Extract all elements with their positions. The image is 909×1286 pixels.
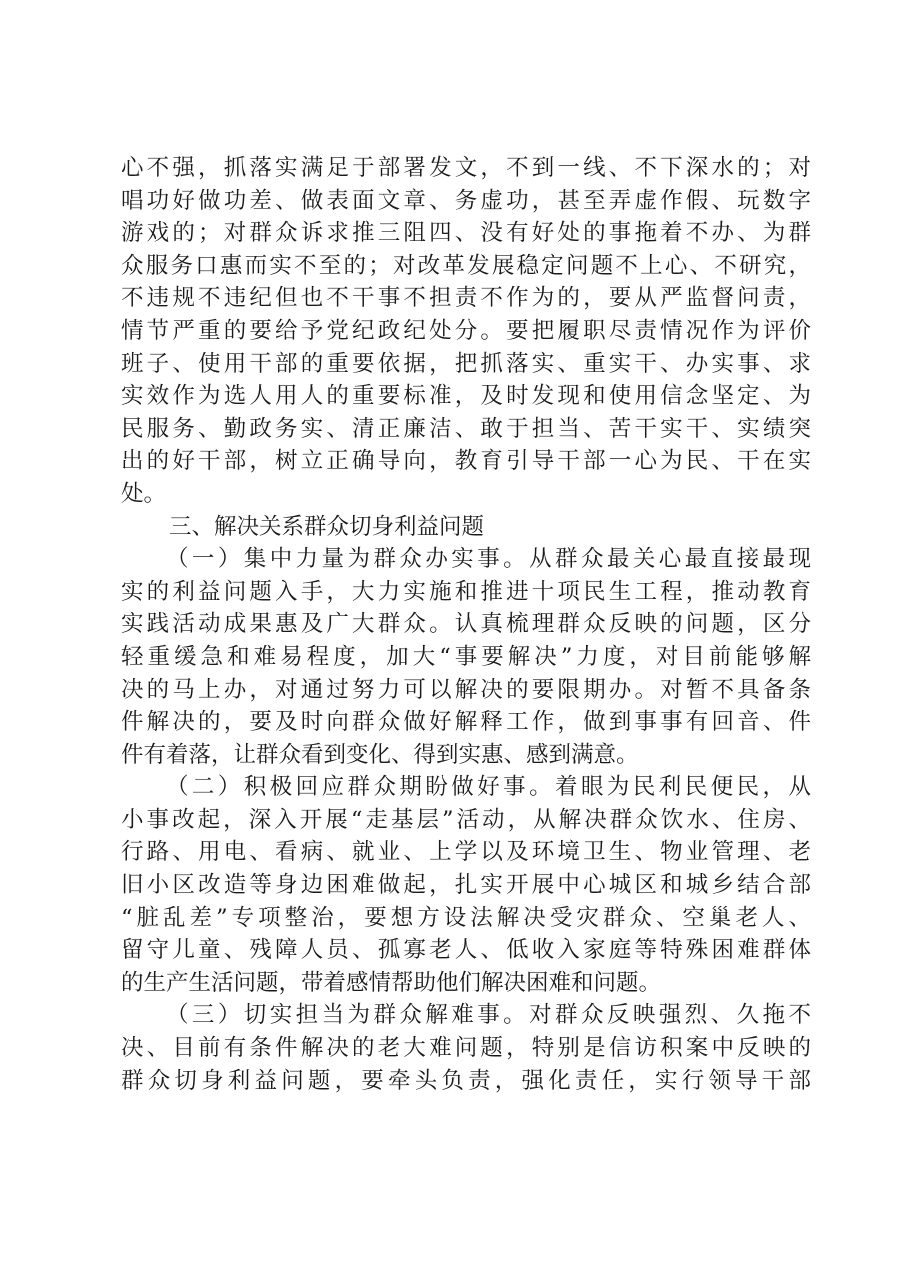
text-line: 件解决的，要及时向群众做好解释工作，做到事事有回音、件	[121, 709, 811, 736]
text-line: 民服务、勤政务实、清正廉洁、敢于担当、苦干实干、实绩突	[121, 415, 811, 442]
document-page	[121, 152, 811, 1097]
text-line: 游戏的；对群众诉求推三阻四、没有好处的事拖着不办、为群	[121, 220, 811, 247]
section-heading: 三、解决关系群众切身利益问题	[169, 513, 485, 540]
text-line: 小事改起，深入开展“走基层”活动，从解决群众饮水、住房、	[121, 806, 811, 833]
text-line: 实的利益问题入手，大力实施和推进十项民生工程，推动教育	[121, 578, 811, 605]
text-line: 留守儿童、残障人员、孤寡老人、低收入家庭等特殊困难群体	[121, 937, 811, 964]
paragraph-item-2	[121, 771, 811, 999]
text-line: 出的好干部，树立正确导向，教育引导干部一心为民、干在实	[121, 448, 811, 475]
paragraph-item-3	[121, 999, 811, 1097]
paragraph-continued	[121, 152, 811, 511]
text-line: （三）切实担当为群众解难事。对群众反映强烈、久拖不	[166, 1002, 811, 1029]
text-line: 件有着落，让群众看到变化、得到实惠、感到满意。	[121, 741, 639, 768]
text-line: 实效作为选人用人的重要标准，及时发现和使用信念坚定、为	[121, 383, 811, 410]
text-line: 情节严重的要给予党纪政纪处分。要把履职尽责情况作为评价	[121, 317, 811, 344]
text-line: 心不强，抓落实满足于部署发文，不到一线、不下深水的；对	[121, 155, 811, 181]
text-line: 不违规不违纪但也不干事不担责不作为的，要从严监督问责，	[121, 285, 811, 312]
text-line: 决、目前有条件解决的老大难问题，特别是信访积案中反映的	[121, 1035, 811, 1062]
text-line: （二）积极回应群众期盼做好事。着眼为民利民便民，从	[166, 774, 811, 801]
text-line: 班子、使用干部的重要依据，把抓落实、重实干、办实事、求	[121, 350, 811, 377]
text-line: 群众切身利益问题，要牵头负责，强化责任，实行领导干部	[121, 1067, 811, 1094]
paragraph-item-1	[121, 543, 811, 771]
text-line: （一）集中力量为群众办实事。从群众最关心最直接最现	[166, 546, 811, 573]
text-line: 处。	[121, 480, 167, 507]
text-line: 旧小区改造等身边困难做起，扎实开展中心城区和城乡结合部	[121, 872, 811, 899]
text-line: 轻重缓急和难易程度，加大“事要解决”力度，对目前能够解	[121, 643, 811, 670]
text-line: 唱功好做功差、做表面文章、务虚功，甚至弄虚作假、玩数字	[121, 187, 811, 214]
text-line: 实践活动成果惠及广大群众。认真梳理群众反映的问题，区分	[121, 611, 811, 638]
text-line: 决的马上办，对通过努力可以解决的要限期办。对暂不具备条	[121, 676, 811, 703]
text-line: 的生产生活问题，带着感情帮助他们解决困难和问题。	[121, 969, 662, 996]
text-line: 行路、用电、看病、就业、上学以及环境卫生、物业管理、老	[121, 839, 811, 866]
text-line: 众服务口惠而实不至的；对改革发展稳定问题不上心、不研究，	[121, 252, 811, 279]
text-line: “脏乱差”专项整治，要想方设法解决受灾群众、空巢老人、	[121, 904, 811, 931]
